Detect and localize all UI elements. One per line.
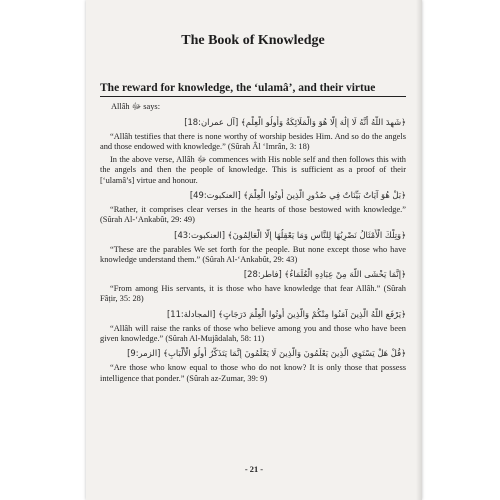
translation-paragraph: “Rather, it comprises clear verses in the hearts of those bestowed with knowledge.” (Sûrah Al-‘Ankabût, 29: 49) — [100, 204, 406, 225]
translation-paragraph: “Allâh will raise the ranks of those who believe among you and those who have been given knowledge.” (Sûrah Al-Mujâdalah, 58: 11) — [100, 323, 406, 344]
translation-paragraph: “Are those who know equal to those who do not know? It is only those that possess intelligence that ponder.” (Sûrah az-Zumar, 39: 9) — [100, 363, 406, 383]
arabic-verse: ﴿قُلْ هَلْ يَسْتَوِي الَّذِينَ يَعْلَمُونَ وَالَّذِينَ لَا يَعْلَمُونَ إِنَّمَا يَتَذَكَّرُ أُولُو الْأَلْبَابِ﴾ [الزمر:9] — [127, 348, 406, 359]
page-number: - 21 - — [244, 465, 264, 474]
translation-paragraph: “Allâh testifies that there is none worthy of worship besides Him. And so do the angels and those endowed with knowledge.” (Sûrah Âl ‘Imrân, 3: 18) — [100, 131, 406, 151]
translation-paragraph: “From among His servants, it is those who have knowledge that fear Allâh.” (Sûrah Fâṭir, 35: 28) — [100, 284, 406, 304]
commentary-paragraph: In the above verse, Allâh ﷻ commences with His noble self and then follows this with the angels and then the people of knowledge. This is sufficient as a proof of their [‘ulamâ’s] virtue and honour. — [100, 155, 406, 185]
arabic-verse: ﴿إِنَّمَا يَخْشَى اللَّهَ مِنْ عِبَادِهِ الْعُلَمَاءُ﴾ [فاطر:28] — [243, 269, 406, 280]
page-content — [100, 32, 406, 387]
section-heading: The reward for knowledge, the ‘ulamâ’, and their virtue — [100, 82, 376, 94]
arabic-verse: ﴿بَلْ هُوَ آيَاتٌ بَيِّنَاتٌ فِي صُدُورِ الَّذِينَ أُوتُوا الْعِلْمَ﴾ [العنكبوت:49] — [189, 189, 406, 200]
page-title: The Book of Knowledge — [181, 33, 325, 48]
section-heading-wrap — [100, 78, 406, 97]
translation-paragraph: “These are the parables We set forth for the people. But none except those who have knowledge understand them.” (Sûrah Al-‘Ankabût, 29: 43) — [100, 244, 406, 264]
arabic-verse: ﴿وَتِلْكَ الْأَمْثَالُ نَضْرِبُهَا لِلنَّاسِ وَمَا يَعْقِلُهَا إِلَّا الْعَالِمُونَ﴾ [العنكبوت:43] — [174, 229, 406, 240]
book-page — [86, 0, 422, 500]
arabic-verse: ﴿يَرْفَعِ اللَّهُ الَّذِينَ آمَنُوا مِنْكُمْ وَالَّذِينَ أُوتُوا الْعِلْمَ دَرَجَاتٍ﴾ [المجادلة:11] — [166, 308, 406, 319]
arabic-verse: ﴿شَهِدَ اللَّهُ أَنَّهُ لَا إِلَٰهَ إِلَّا هُوَ وَالْمَلَائِكَةُ وَأُولُو الْعِلْمِ﴾ [آل عمران:18] — [184, 116, 406, 127]
intro-line: Allâh ﷻ says: — [111, 102, 161, 111]
